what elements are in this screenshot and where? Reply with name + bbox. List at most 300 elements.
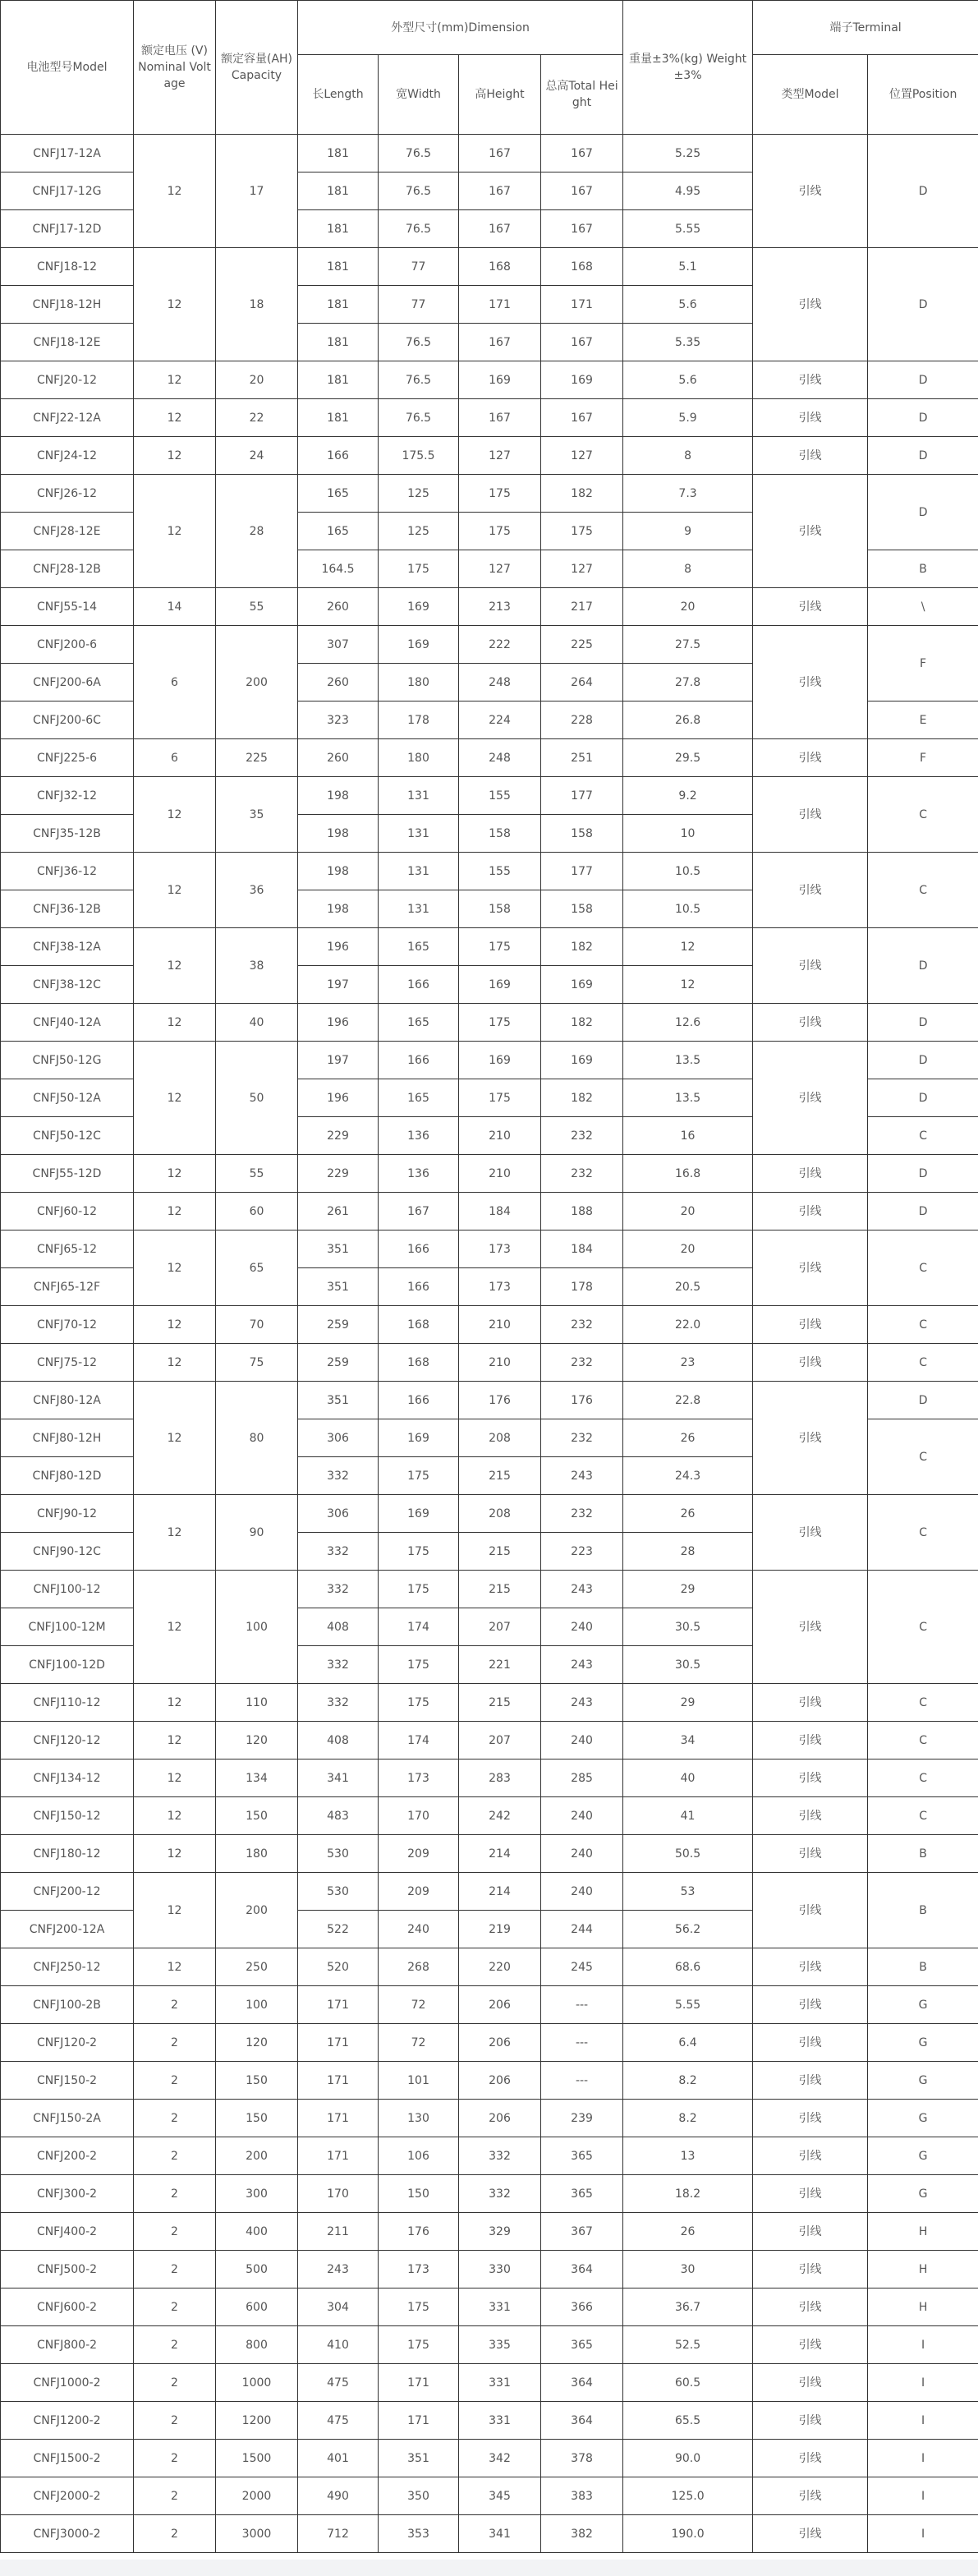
cell-width: 175 (379, 1533, 459, 1571)
table-row (1, 1722, 978, 1760)
cell-terminal-model: 引线 (753, 2251, 868, 2288)
cell-capacity: 65 (216, 1230, 298, 1306)
header-dimension: 外型尺寸(mm)Dimension (298, 1, 623, 55)
cell-terminal-model: 引线 (753, 2440, 868, 2477)
cell-height: 283 (459, 1760, 541, 1797)
table-row (1, 1873, 978, 1911)
cell-total-height: 240 (541, 1722, 623, 1760)
table-row (1, 2175, 978, 2213)
cell-voltage: 12 (134, 475, 216, 588)
cell-model: CNFJ80-12H (1, 1419, 134, 1457)
cell-length: 261 (298, 1193, 379, 1230)
cell-model: CNFJ28-12E (1, 513, 134, 550)
cell-model: CNFJ18-12H (1, 286, 134, 324)
cell-weight: 53 (623, 1873, 753, 1911)
cell-model: CNFJ17-12D (1, 210, 134, 248)
cell-capacity: 70 (216, 1306, 298, 1344)
cell-height: 210 (459, 1117, 541, 1155)
cell-model: CNFJ200-12A (1, 1911, 134, 1948)
cell-voltage: 12 (134, 1684, 216, 1722)
cell-weight: 30.5 (623, 1608, 753, 1646)
table-row (1, 2288, 978, 2326)
cell-terminal-model: 引线 (753, 2062, 868, 2100)
cell-length: 483 (298, 1797, 379, 1835)
cell-terminal-position: E (868, 702, 978, 739)
cell-length: 332 (298, 1457, 379, 1495)
cell-model: CNFJ250-12 (1, 1948, 134, 1986)
cell-terminal-model: 引线 (753, 2515, 868, 2553)
cell-height: 345 (459, 2477, 541, 2515)
cell-width: 174 (379, 1608, 459, 1646)
table-row (1, 1948, 978, 1986)
cell-length: 712 (298, 2515, 379, 2553)
cell-weight: 9 (623, 513, 753, 550)
cell-terminal-model: 引线 (753, 1722, 868, 1760)
cell-voltage: 12 (134, 1835, 216, 1873)
cell-height: 215 (459, 1457, 541, 1495)
table-row (1, 1760, 978, 1797)
cell-terminal-position: D (868, 1382, 978, 1419)
cell-capacity: 1500 (216, 2440, 298, 2477)
cell-length: 181 (298, 286, 379, 324)
header-row-top (1, 1, 978, 55)
cell-length: 260 (298, 739, 379, 777)
cell-capacity: 2000 (216, 2477, 298, 2515)
cell-length: 229 (298, 1117, 379, 1155)
cell-model: CNFJ200-6C (1, 702, 134, 739)
cell-weight: 8 (623, 550, 753, 588)
cell-width: 77 (379, 286, 459, 324)
cell-height: 242 (459, 1797, 541, 1835)
cell-weight: 68.6 (623, 1948, 753, 1986)
cell-width: 166 (379, 1268, 459, 1306)
cell-total-height: 182 (541, 1004, 623, 1042)
cell-terminal-model: 引线 (753, 2477, 868, 2515)
cell-model: CNFJ65-12F (1, 1268, 134, 1306)
cell-terminal-model: 引线 (753, 1797, 868, 1835)
cell-voltage: 12 (134, 1495, 216, 1571)
cell-terminal-position: D (868, 248, 978, 361)
cell-weight: 65.5 (623, 2402, 753, 2440)
cell-capacity: 200 (216, 2137, 298, 2175)
cell-model: CNFJ35-12B (1, 815, 134, 853)
cell-length: 332 (298, 1646, 379, 1684)
cell-model: CNFJ20-12 (1, 361, 134, 399)
cell-length: 164.5 (298, 550, 379, 588)
cell-height: 213 (459, 588, 541, 626)
cell-width: 169 (379, 1419, 459, 1457)
cell-weight: 5.1 (623, 248, 753, 286)
cell-width: 175 (379, 1646, 459, 1684)
cell-model: CNFJ38-12A (1, 928, 134, 966)
cell-length: 171 (298, 1986, 379, 2024)
cell-weight: 18.2 (623, 2175, 753, 2213)
cell-weight: 16.8 (623, 1155, 753, 1193)
cell-capacity: 40 (216, 1004, 298, 1042)
cell-height: 158 (459, 890, 541, 928)
cell-model: CNFJ17-12G (1, 172, 134, 210)
cell-terminal-position: D (868, 399, 978, 437)
cell-weight: 27.5 (623, 626, 753, 664)
cell-width: 106 (379, 2137, 459, 2175)
cell-weight: 29.5 (623, 739, 753, 777)
cell-voltage: 12 (134, 1193, 216, 1230)
cell-voltage: 2 (134, 2100, 216, 2137)
cell-width: 76.5 (379, 399, 459, 437)
cell-total-height: 232 (541, 1155, 623, 1193)
cell-voltage: 12 (134, 1797, 216, 1835)
cell-weight: 20 (623, 588, 753, 626)
cell-voltage: 12 (134, 928, 216, 1004)
cell-capacity: 110 (216, 1684, 298, 1722)
cell-weight: 8.2 (623, 2100, 753, 2137)
cell-height: 171 (459, 286, 541, 324)
cell-total-height: 364 (541, 2251, 623, 2288)
cell-capacity: 400 (216, 2213, 298, 2251)
cell-width: 72 (379, 2024, 459, 2062)
cell-model: CNFJ28-12B (1, 550, 134, 588)
cell-height: 210 (459, 1344, 541, 1382)
cell-total-height: 232 (541, 1495, 623, 1533)
cell-model: CNFJ40-12A (1, 1004, 134, 1042)
cell-model: CNFJ50-12C (1, 1117, 134, 1155)
cell-width: 351 (379, 2440, 459, 2477)
cell-height: 208 (459, 1419, 541, 1457)
cell-width: 180 (379, 664, 459, 702)
cell-width: 76.5 (379, 135, 459, 172)
cell-weight: 125.0 (623, 2477, 753, 2515)
cell-total-height: 176 (541, 1382, 623, 1419)
cell-height: 210 (459, 1306, 541, 1344)
cell-model: CNFJ1500-2 (1, 2440, 134, 2477)
cell-total-height: 240 (541, 1873, 623, 1911)
cell-length: 166 (298, 437, 379, 475)
cell-terminal-position: B (868, 1948, 978, 1986)
cell-terminal-position: C (868, 1797, 978, 1835)
cell-total-height: 184 (541, 1230, 623, 1268)
cell-voltage: 2 (134, 2477, 216, 2515)
cell-total-height: 243 (541, 1571, 623, 1608)
cell-voltage: 2 (134, 2440, 216, 2477)
cell-model: CNFJ110-12 (1, 1684, 134, 1722)
header-model: 电池型号Model (1, 1, 134, 135)
cell-width: 170 (379, 1797, 459, 1835)
cell-height: 155 (459, 777, 541, 815)
cell-height: 175 (459, 1004, 541, 1042)
cell-terminal-model: 引线 (753, 437, 868, 475)
cell-total-height: 228 (541, 702, 623, 739)
cell-width: 166 (379, 1042, 459, 1079)
cell-length: 304 (298, 2288, 379, 2326)
table-row (1, 1306, 978, 1344)
cell-total-height: --- (541, 1986, 623, 2024)
cell-width: 240 (379, 1911, 459, 1948)
cell-total-height: 232 (541, 1306, 623, 1344)
cell-capacity: 24 (216, 437, 298, 475)
cell-terminal-position: H (868, 2213, 978, 2251)
cell-height: 331 (459, 2402, 541, 2440)
table-row (1, 2024, 978, 2062)
cell-width: 169 (379, 1495, 459, 1533)
cell-length: 323 (298, 702, 379, 739)
header-width: 宽Width (379, 55, 459, 135)
cell-width: 125 (379, 475, 459, 513)
cell-length: 522 (298, 1911, 379, 1948)
cell-height: 214 (459, 1835, 541, 1873)
table-row (1, 1042, 978, 1079)
cell-terminal-position: C (868, 1306, 978, 1344)
cell-terminal-model: 引线 (753, 1230, 868, 1306)
cell-weight: 41 (623, 1797, 753, 1835)
cell-terminal-position: C (868, 1344, 978, 1382)
cell-terminal-model: 引线 (753, 248, 868, 361)
cell-voltage: 2 (134, 2402, 216, 2440)
table-row (1, 437, 978, 475)
cell-length: 259 (298, 1306, 379, 1344)
cell-terminal-model: 引线 (753, 2137, 868, 2175)
cell-height: 173 (459, 1230, 541, 1268)
cell-height: 176 (459, 1382, 541, 1419)
cell-model: CNFJ100-2B (1, 1986, 134, 2024)
cell-length: 408 (298, 1608, 379, 1646)
cell-length: 181 (298, 172, 379, 210)
cell-total-height: 177 (541, 777, 623, 815)
cell-width: 101 (379, 2062, 459, 2100)
cell-total-height: 177 (541, 853, 623, 890)
cell-weight: 36.7 (623, 2288, 753, 2326)
cell-terminal-model: 引线 (753, 2402, 868, 2440)
cell-model: CNFJ2000-2 (1, 2477, 134, 2515)
cell-model: CNFJ1000-2 (1, 2364, 134, 2402)
cell-model: CNFJ70-12 (1, 1306, 134, 1344)
cell-total-height: 167 (541, 135, 623, 172)
cell-terminal-model: 引线 (753, 1760, 868, 1797)
cell-total-height: 240 (541, 1835, 623, 1873)
cell-model: CNFJ100-12D (1, 1646, 134, 1684)
cell-voltage: 12 (134, 1042, 216, 1155)
cell-total-height: 182 (541, 1079, 623, 1117)
cell-total-height: 365 (541, 2137, 623, 2175)
cell-weight: 27.8 (623, 664, 753, 702)
cell-capacity: 800 (216, 2326, 298, 2364)
cell-voltage: 12 (134, 1306, 216, 1344)
cell-width: 72 (379, 1986, 459, 2024)
cell-terminal-position: I (868, 2515, 978, 2553)
cell-length: 181 (298, 324, 379, 361)
cell-weight: 5.9 (623, 399, 753, 437)
cell-weight: 5.55 (623, 210, 753, 248)
cell-width: 169 (379, 588, 459, 626)
cell-model: CNFJ200-2 (1, 2137, 134, 2175)
cell-width: 76.5 (379, 324, 459, 361)
cell-width: 167 (379, 1193, 459, 1230)
cell-length: 351 (298, 1268, 379, 1306)
cell-terminal-model: 引线 (753, 1004, 868, 1042)
cell-weight: 26.8 (623, 702, 753, 739)
cell-height: 329 (459, 2213, 541, 2251)
cell-length: 181 (298, 248, 379, 286)
cell-height: 215 (459, 1684, 541, 1722)
cell-model: CNFJ80-12D (1, 1457, 134, 1495)
cell-weight: 60.5 (623, 2364, 753, 2402)
cell-terminal-position: I (868, 2326, 978, 2364)
cell-weight: 90.0 (623, 2440, 753, 2477)
cell-total-height: 175 (541, 513, 623, 550)
table-row (1, 135, 978, 172)
cell-total-height: 240 (541, 1608, 623, 1646)
cell-capacity: 180 (216, 1835, 298, 1873)
cell-terminal-model: 引线 (753, 475, 868, 588)
table-row (1, 399, 978, 437)
cell-model: CNFJ150-2A (1, 2100, 134, 2137)
cell-model: CNFJ38-12C (1, 966, 134, 1004)
cell-length: 475 (298, 2402, 379, 2440)
cell-voltage: 12 (134, 1382, 216, 1495)
cell-height: 175 (459, 513, 541, 550)
cell-terminal-position: I (868, 2402, 978, 2440)
cell-width: 209 (379, 1873, 459, 1911)
cell-weight: 20.5 (623, 1268, 753, 1306)
cell-total-height: 158 (541, 815, 623, 853)
cell-terminal-position: D (868, 1193, 978, 1230)
cell-height: 335 (459, 2326, 541, 2364)
cell-height: 175 (459, 475, 541, 513)
cell-capacity: 100 (216, 1571, 298, 1684)
cell-total-height: 366 (541, 2288, 623, 2326)
cell-height: 248 (459, 664, 541, 702)
cell-model: CNFJ18-12 (1, 248, 134, 286)
cell-weight: 26 (623, 2213, 753, 2251)
cell-model: CNFJ60-12 (1, 1193, 134, 1230)
cell-total-height: 232 (541, 1344, 623, 1382)
cell-total-height: 225 (541, 626, 623, 664)
table-row (1, 2364, 978, 2402)
cell-height: 206 (459, 2062, 541, 2100)
cell-height: 215 (459, 1533, 541, 1571)
cell-length: 351 (298, 1382, 379, 1419)
cell-terminal-position: G (868, 1986, 978, 2024)
table-row (1, 588, 978, 626)
cell-voltage: 2 (134, 2326, 216, 2364)
cell-total-height: 365 (541, 2326, 623, 2364)
cell-length: 196 (298, 928, 379, 966)
cell-width: 165 (379, 928, 459, 966)
cell-capacity: 20 (216, 361, 298, 399)
cell-width: 176 (379, 2213, 459, 2251)
cell-voltage: 12 (134, 1344, 216, 1382)
cell-height: 167 (459, 172, 541, 210)
cell-length: 198 (298, 777, 379, 815)
cell-terminal-model: 引线 (753, 588, 868, 626)
cell-length: 332 (298, 1571, 379, 1608)
cell-model: CNFJ3000-2 (1, 2515, 134, 2553)
table-row (1, 626, 978, 664)
cell-model: CNFJ150-2 (1, 2062, 134, 2100)
cell-width: 175 (379, 2288, 459, 2326)
cell-height: 169 (459, 361, 541, 399)
cell-length: 490 (298, 2477, 379, 2515)
table-row (1, 853, 978, 890)
cell-terminal-position: I (868, 2364, 978, 2402)
cell-terminal-position: D (868, 1155, 978, 1193)
cell-terminal-position: H (868, 2251, 978, 2288)
cell-model: CNFJ36-12 (1, 853, 134, 890)
cell-width: 166 (379, 1230, 459, 1268)
cell-length: 181 (298, 135, 379, 172)
table-row (1, 2402, 978, 2440)
cell-terminal-model: 引线 (753, 2326, 868, 2364)
cell-total-height: 182 (541, 928, 623, 966)
cell-terminal-position: B (868, 1873, 978, 1948)
cell-terminal-model: 引线 (753, 1684, 868, 1722)
cell-total-height: 217 (541, 588, 623, 626)
cell-voltage: 6 (134, 626, 216, 739)
cell-terminal-position: G (868, 2024, 978, 2062)
cell-weight: 10.5 (623, 890, 753, 928)
table-row (1, 2137, 978, 2175)
cell-voltage: 2 (134, 1986, 216, 2024)
cell-weight: 5.6 (623, 361, 753, 399)
cell-total-height: 240 (541, 1797, 623, 1835)
cell-width: 166 (379, 1382, 459, 1419)
cell-model: CNFJ200-6A (1, 664, 134, 702)
cell-voltage: 12 (134, 361, 216, 399)
header-capacity: 额定容量(AH)Capacity (216, 1, 298, 135)
cell-terminal-position: D (868, 928, 978, 1004)
cell-model: CNFJ600-2 (1, 2288, 134, 2326)
cell-width: 125 (379, 513, 459, 550)
cell-height: 158 (459, 815, 541, 853)
cell-total-height: 243 (541, 1684, 623, 1722)
cell-voltage: 2 (134, 2024, 216, 2062)
cell-total-height: 127 (541, 550, 623, 588)
cell-model: CNFJ32-12 (1, 777, 134, 815)
cell-weight: 29 (623, 1684, 753, 1722)
cell-terminal-position: C (868, 1760, 978, 1797)
cell-weight: 5.55 (623, 1986, 753, 2024)
cell-width: 173 (379, 1760, 459, 1797)
cell-model: CNFJ90-12 (1, 1495, 134, 1533)
cell-terminal-model: 引线 (753, 1873, 868, 1948)
cell-height: 206 (459, 2024, 541, 2062)
cell-height: 332 (459, 2175, 541, 2213)
cell-terminal-model: 引线 (753, 2364, 868, 2402)
cell-weight: 22.8 (623, 1382, 753, 1419)
cell-model: CNFJ200-12 (1, 1873, 134, 1911)
cell-terminal-position: D (868, 361, 978, 399)
table-row (1, 1004, 978, 1042)
cell-model: CNFJ400-2 (1, 2213, 134, 2251)
cell-length: 181 (298, 399, 379, 437)
cell-height: 184 (459, 1193, 541, 1230)
cell-total-height: 382 (541, 2515, 623, 2553)
cell-width: 169 (379, 626, 459, 664)
cell-width: 175 (379, 1457, 459, 1495)
cell-capacity: 60 (216, 1193, 298, 1230)
cell-voltage: 12 (134, 399, 216, 437)
table-row (1, 2440, 978, 2477)
cell-height: 331 (459, 2288, 541, 2326)
cell-model: CNFJ17-12A (1, 135, 134, 172)
cell-terminal-model: 引线 (753, 626, 868, 739)
cell-capacity: 55 (216, 1155, 298, 1193)
cell-height: 208 (459, 1495, 541, 1533)
cell-capacity: 150 (216, 1797, 298, 1835)
cell-width: 168 (379, 1344, 459, 1382)
cell-weight: 12.6 (623, 1004, 753, 1042)
header-length: 长Length (298, 55, 379, 135)
cell-total-height: 167 (541, 172, 623, 210)
